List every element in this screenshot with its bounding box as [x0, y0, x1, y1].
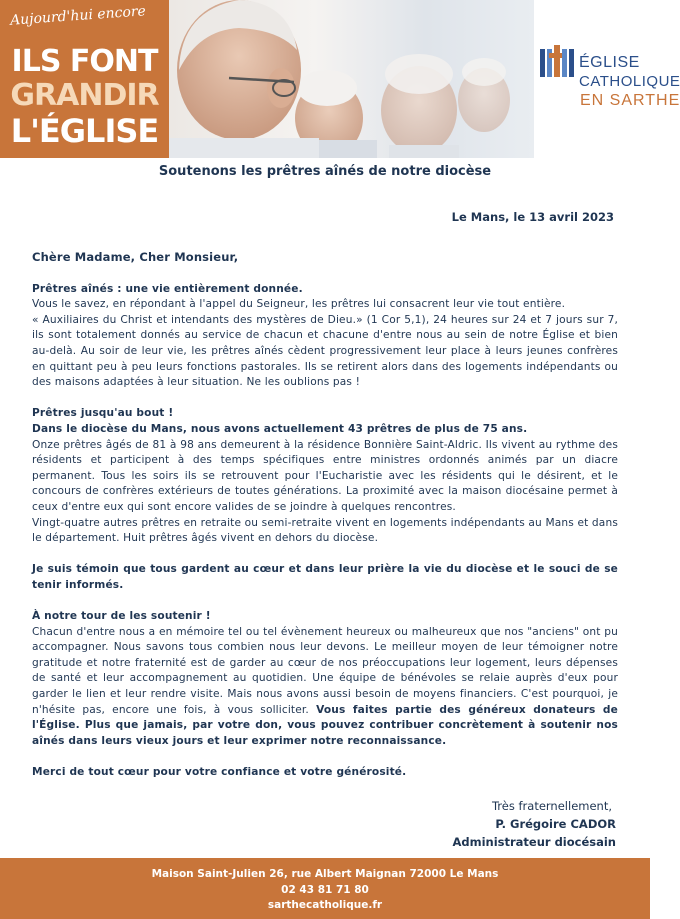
diocese-logo	[538, 40, 680, 120]
campaign-banner	[0, 0, 169, 158]
elderly-priests-photo-illustration	[169, 0, 534, 158]
logo-text-line-2: CATHOLIQUE	[579, 73, 680, 90]
thanks-line: Merci de tout cœur pour votre confiance et votre générosité.	[32, 766, 407, 778]
logo-text-line-1: ÉGLISE	[579, 54, 640, 71]
section-2-paragraph-2: Vingt-quatre autres prêtres en retraite ou semi-retraite vivent en logements indépendants au Mans et dans le département. Huit prêtres âgés vivent en dehors du diocèse.	[32, 516, 618, 545]
section-3-statement: Je suis témoin que tous gardent au cœur et dans leur prière la vie du diocèse et le souci de se tenir informés.	[32, 563, 618, 591]
footer-website[interactable]: sarthecatholique.fr	[267, 899, 383, 911]
section-4-text: Chacun d'entre nous a en mémoire tel ou tel évènement heureux ou malheureux que nos "anciens" ont pu accompagner. Nous savons tous combien nous leur devons. Le meilleur moyen de leur témoigner notre gratitude et notre fraternité est de garder au cœur de nos préoccupations leur logement, leurs dépenses de santé et leur accompagnement au quotidien. Une équipe de bénévoles se relaie auprès d'eux pour garder le lien et leur rendre visite. Mais nous avons aussi besoin de moyens financiers. C'est pourquoi, je n'hésite pas, encore une fois, à vous solliciter.	[32, 625, 618, 716]
page-title: Soutenons les prêtres aînés de notre diocèse	[158, 164, 492, 179]
section-4-title: À notre tour de les soutenir !	[32, 610, 211, 623]
footer-address: Maison Saint-Julien 26, rue Albert Maignan 72000 Le Mans	[151, 868, 499, 880]
section-1-title: Prêtres aînés : une vie entièrement donnée.	[32, 282, 303, 295]
letter-date: Le Mans, le 13 avril 2023	[451, 210, 614, 224]
banner-line-2: GRANDIR	[10, 78, 159, 113]
signatory-name: P. Grégoire CADOR	[495, 817, 616, 831]
signature-block	[452, 797, 616, 851]
footer-phone: 02 43 81 71 80	[281, 883, 369, 896]
letter-body	[32, 250, 618, 781]
section-1-paragraph-2: « Auxiliaires du Christ et intendants des mystères de Dieu.» (1 Cor 5,1), 24 heures sur 24 et 7 jours sur 7, ils sont totalement donnés au service de chacun et chacune d'entre nous au sein de notre Église et bien au-delà. Au soir de leur vie, les prêtres aînés cèdent progressivement leur place à leurs jeunes confrères en quittant peu à peu leurs fonctions pastorales. Ils se retirent alors dans des logements indépendants ou des maisons adaptées à leur situation. Ne les oublions pas !	[32, 313, 618, 389]
section-4-bold-appeal: Vous faites partie des généreux donateurs de l'Église. Plus que jamais, par votre don, vous pouvez contribuer concrètement à soutenir nos aînés dans leurs vieux jours et leur exprimer notre reconnaissance.	[32, 703, 619, 747]
section-4-paragraph	[32, 625, 618, 750]
signatory-role: Administrateur diocésain	[452, 835, 616, 849]
salutation: Chère Madame, Cher Monsieur,	[32, 250, 239, 264]
banner-tagline: Aujourd'hui encore	[9, 3, 147, 29]
diocese-cross-icon	[538, 43, 576, 81]
footer	[0, 858, 650, 919]
header-photo	[169, 0, 534, 158]
section-2-title: Prêtres jusqu'au bout !	[32, 407, 174, 420]
banner-line-3: L'ÉGLISE	[10, 112, 159, 150]
logo-text-line-3: EN SARTHE	[580, 92, 680, 109]
section-2-subtitle: Dans le diocèse du Mans, nous avons actuellement 43 prêtres de plus de 75 ans.	[32, 422, 528, 435]
closing-formula: Très fraternellement,	[491, 799, 612, 813]
banner-line-1: ILS FONT	[11, 44, 158, 79]
section-1-paragraph-1: Vous le savez, en répondant à l'appel du Seigneur, les prêtres lui consacrent leur vie tout entière.	[32, 298, 566, 311]
section-2-paragraph-1: Onze prêtres âgés de 81 à 98 ans demeurent à la résidence Bonnière Saint-Aldric. Ils vivent au rythme des résidents et participent à des temps spécifiques entre ministres ordonnés animés par un diacre permanent. Tous les soirs ils se retrouvent pour l'Eucharistie avec les résidents qui le désirent, et le concours de confrères extérieurs de toutes générations. La proximité avec la maison diocésaine permet à ceux d'entre eux qui sont encore valides de se joindre à quelques rencontres.	[32, 438, 618, 513]
